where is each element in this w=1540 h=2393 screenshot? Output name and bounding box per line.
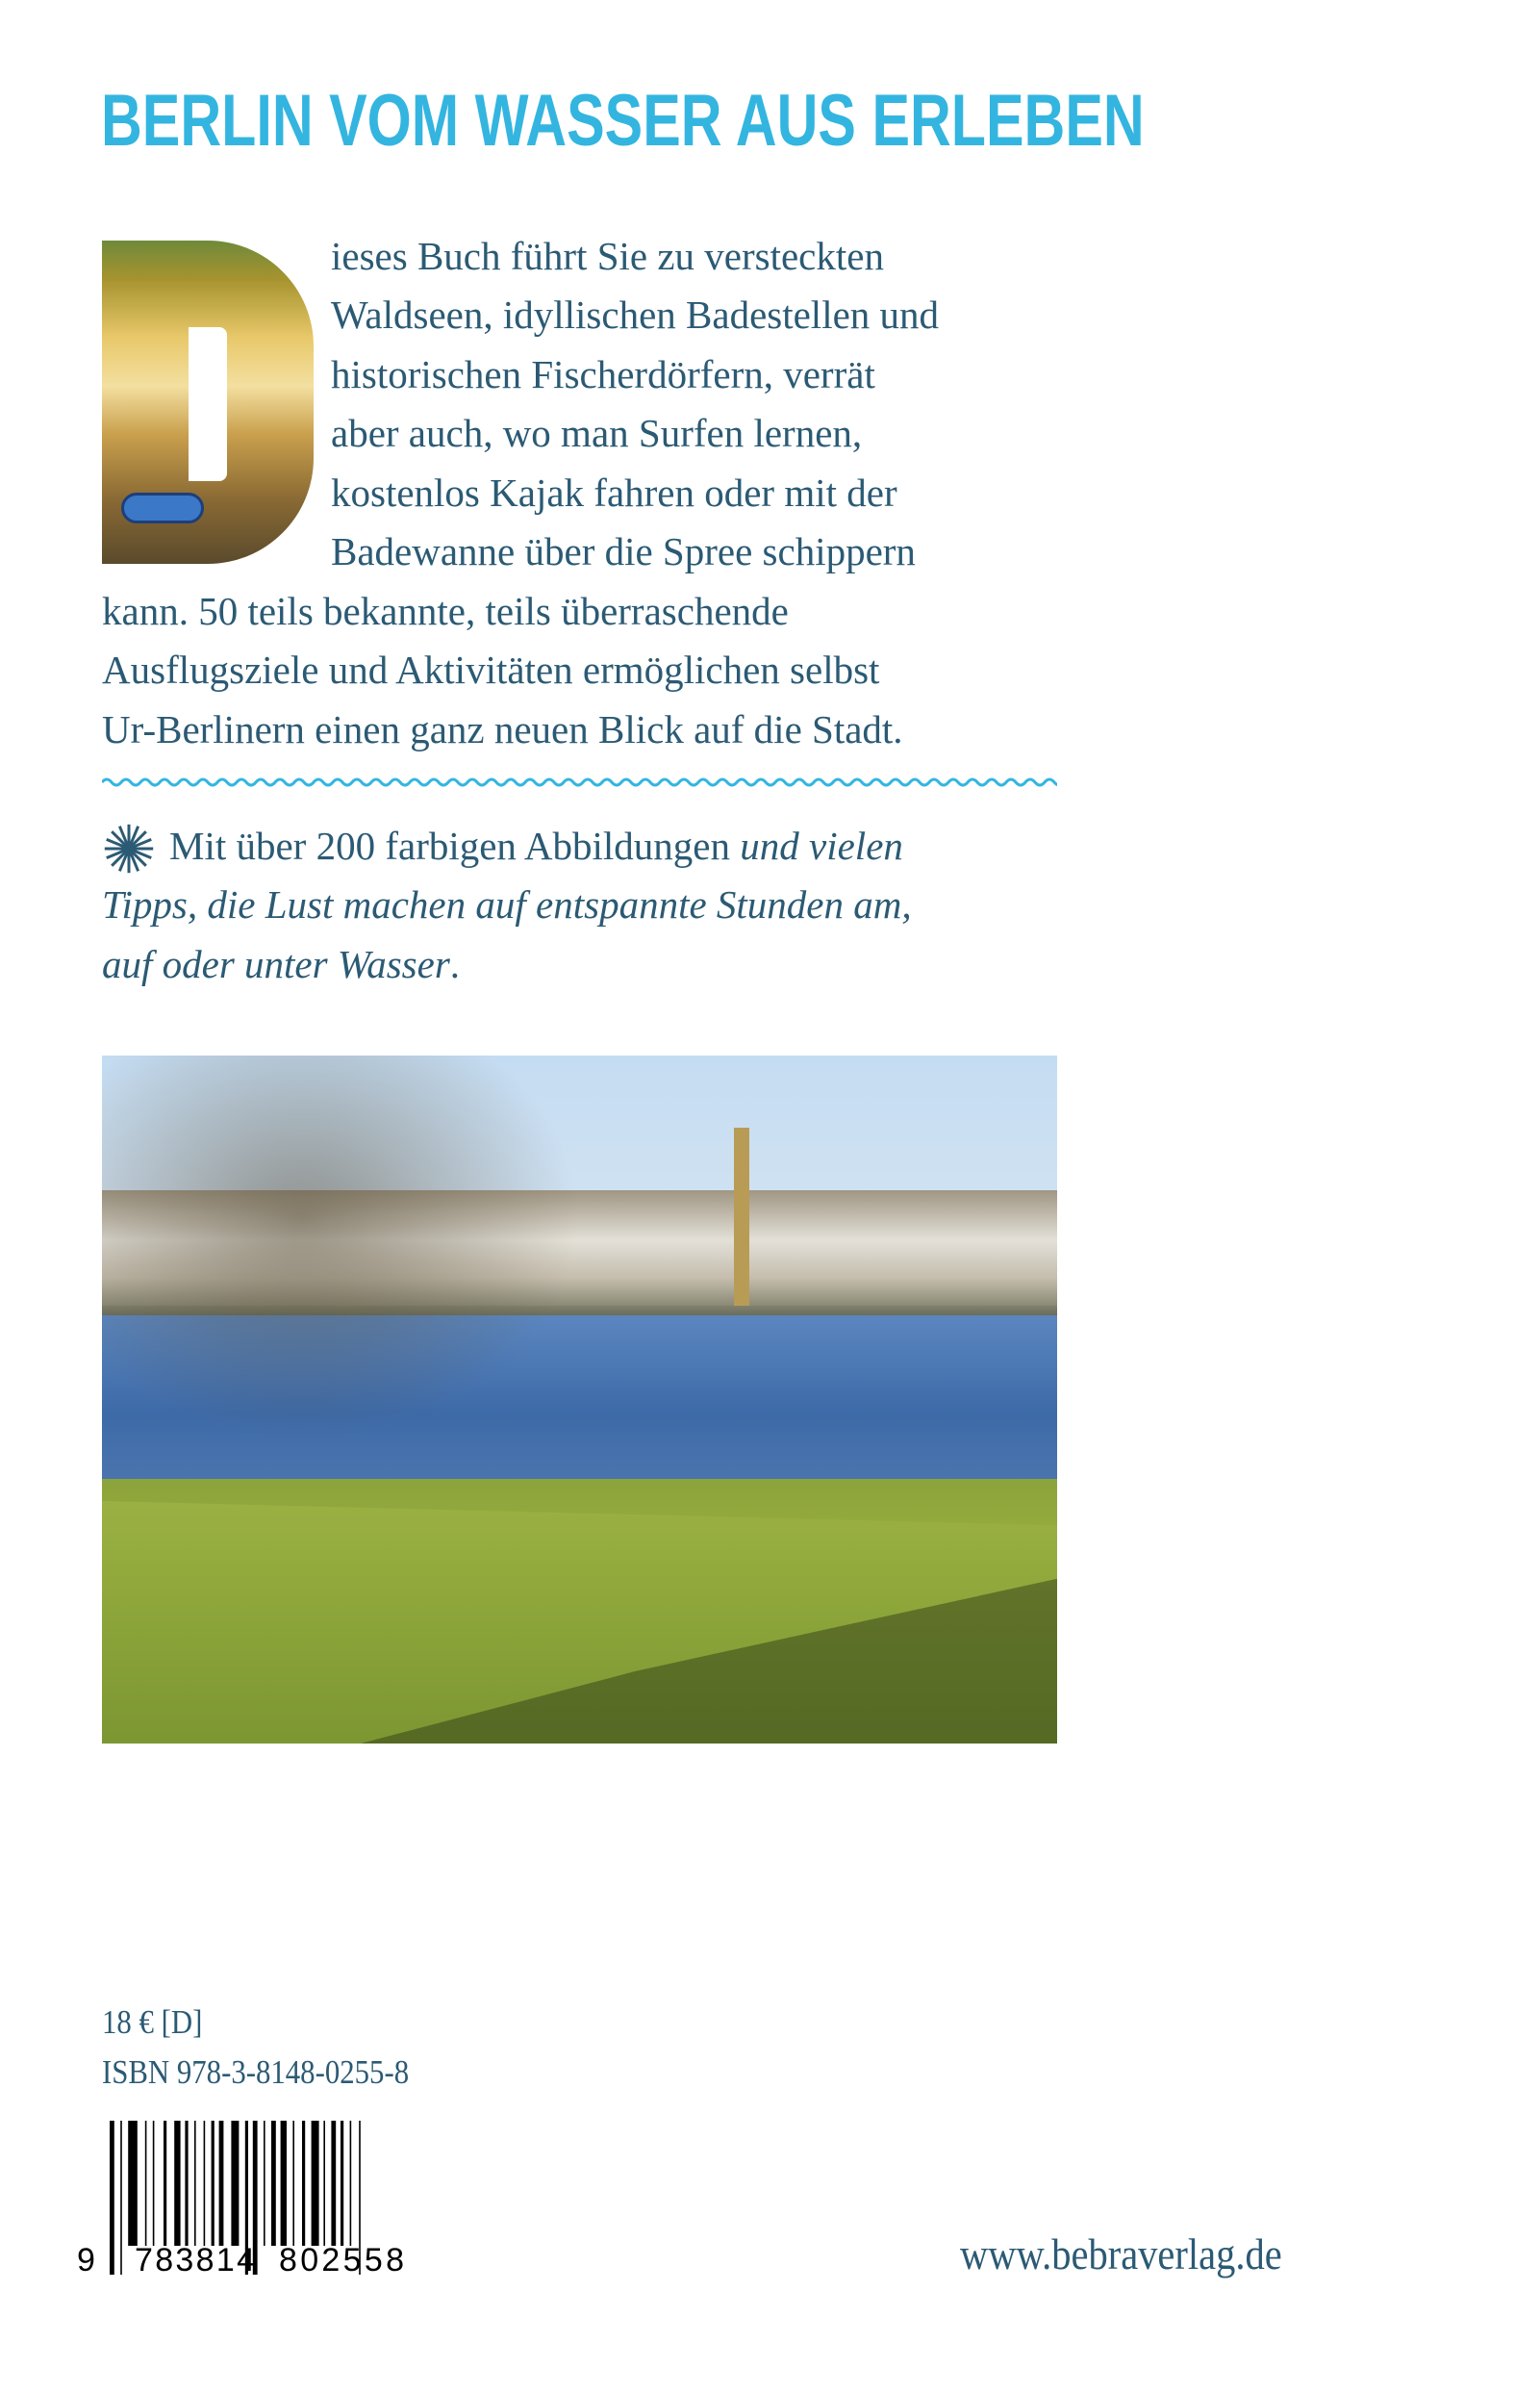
barcode-bar xyxy=(212,2121,215,2246)
barcode-bar xyxy=(194,2121,196,2246)
barcode-bar xyxy=(231,2121,239,2246)
drop-cap-photo-letter-d xyxy=(102,241,314,564)
intro-line: Waldseen, idyllischen Badestellen und xyxy=(331,293,940,337)
barcode-bar xyxy=(219,2121,224,2246)
barcode-bar xyxy=(153,2121,155,2246)
photo-chimney xyxy=(734,1128,749,1306)
barcode-left-digits: 783814 xyxy=(135,2242,255,2275)
barcode-first-digit: 9 xyxy=(77,2242,95,2275)
feature-italic-text: Tipps, die Lust machen auf entspannte Stunden am, xyxy=(102,882,912,927)
feature-italic-text: und vielen xyxy=(740,824,903,868)
isbn-barcode xyxy=(77,2121,433,2275)
isbn: ISBN 978-3-8148-0255-8 xyxy=(102,2053,410,2091)
feature-period: . xyxy=(449,942,461,986)
barcode-bar xyxy=(264,2121,265,2246)
feature-line-3 xyxy=(102,935,460,994)
intro-line: ieses Buch führt Sie zu versteckten xyxy=(331,234,884,278)
intro-line: Ausflugsziele und Aktivitäten ermöglichen selbst xyxy=(102,648,880,692)
photo-trees xyxy=(102,1056,602,1460)
intro-line: historischen Fischerdörfern, verrät xyxy=(331,352,875,396)
drop-cap-stem xyxy=(189,327,227,481)
barcode-bar xyxy=(204,2121,206,2246)
intro-line: kann. 50 teils bekannte, teils überraschende xyxy=(102,589,789,633)
boat-image xyxy=(121,493,204,523)
barcode-bar xyxy=(312,2121,319,2246)
starburst-icon xyxy=(102,822,156,876)
lake-park-photo xyxy=(102,1056,1057,1744)
barcode-bar xyxy=(185,2121,188,2246)
publisher-website[interactable]: www.bebraverlag.de xyxy=(960,2230,1282,2278)
barcode-bar xyxy=(271,2121,276,2246)
barcode-bar xyxy=(174,2121,180,2246)
barcode-bar xyxy=(281,2121,287,2246)
barcode-bar xyxy=(164,2121,166,2246)
barcode-bar xyxy=(292,2121,294,2246)
barcode-bar xyxy=(128,2121,138,2246)
barcode-bar xyxy=(323,2121,325,2246)
barcode-bar xyxy=(145,2121,147,2246)
intro-line: Badewanne über die Spree schippern xyxy=(331,529,916,573)
intro-line: Ur-Berlinern einen ganz neuen Blick auf die Stadt. xyxy=(102,707,903,751)
feature-regular-text: Mit über 200 farbigen Abbildungen xyxy=(169,824,731,868)
intro-line: aber auch, wo man Surfen lernen, xyxy=(331,411,863,455)
feature-line-1 xyxy=(169,817,903,876)
barcode-bar xyxy=(350,2121,352,2246)
intro-line: kostenlos Kajak fahren oder mit der xyxy=(331,471,897,515)
barcode-bar xyxy=(341,2121,343,2246)
barcode-bar xyxy=(331,2121,336,2246)
feature-italic-text: auf oder unter Wasser xyxy=(102,942,450,986)
wave-divider xyxy=(102,775,1057,790)
feature-line-2 xyxy=(102,876,912,934)
barcode-bar xyxy=(302,2121,305,2246)
barcode-bar xyxy=(110,2121,114,2275)
price: 18 € [D] xyxy=(102,2003,203,2041)
barcode-bar xyxy=(120,2121,122,2275)
barcode-right-digits: 802558 xyxy=(279,2242,404,2275)
book-title: BERLIN VOM WASSER AUS ERLEBEN xyxy=(101,80,1145,162)
